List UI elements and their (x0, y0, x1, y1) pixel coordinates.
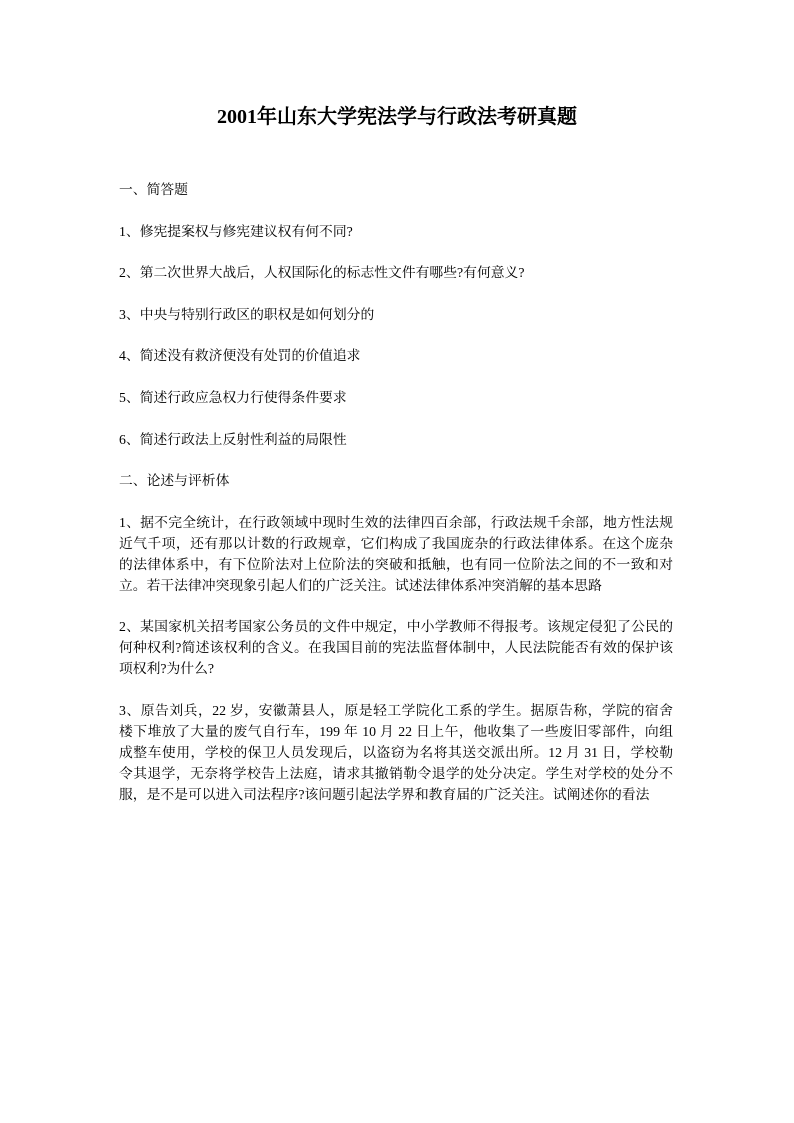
section-heading-short-answer: 一、简答题 (119, 182, 188, 197)
essay-question-1-line: 立。若干法律冲突现象引起人们的广泛关注。试述法律体系冲突消解的基本思路 (119, 577, 602, 593)
essay-question-3-line: 令其退学，无奈将学校告上法庭，请求其撤销勒令退学的处分决定。学生对学校的处分不 (119, 765, 673, 781)
essay-question-1-line: 近气千项，还有那以计数的行政规章，它们构成了我国庞杂的行政法律体系。在这个庞杂 (119, 535, 673, 551)
short-question-3: 3、中央与特别行政区的职权是如何划分的 (119, 306, 375, 322)
essay-question-2 (119, 616, 673, 679)
essay-question-1-line: 的法律体系中，有下位阶法对上位阶法的突破和抵触，也有同一位阶法之间的不一致和对 (119, 556, 673, 572)
essay-question-3-line: 成整车使用，学校的保卫人员发现后，以盗窃为名将其送交派出所。12 月 31 日，学校勒 (119, 744, 673, 760)
essay-question-1-line: 1、据不完全统计，在行政领域中现时生效的法律四百余部，行政法规千余部，地方性法规 (119, 514, 673, 530)
short-question-1: 1、修宪提案权与修宪建议权有何不同? (119, 223, 353, 239)
essay-question-2-line: 何种权利?简述该权利的含义。在我国目前的宪法监督体制中，人民法院能否有效的保护该 (119, 640, 673, 656)
short-question-4: 4、简述没有救济便没有处罚的价值追求 (119, 348, 361, 364)
short-question-2: 2、第二次世界大战后，人权国际化的标志性文件有哪些?有何意义? (119, 265, 525, 281)
essay-question-3-line: 楼下堆放了大量的废气自行车，199 年 10 月 22 日上午，他收集了一些废旧零部件，向组 (119, 723, 673, 739)
section-heading-essay: 二、论述与评析体 (119, 473, 230, 489)
essay-question-3-line: 3、原告刘兵，22 岁，安徽萧县人，原是轻工学院化工系的学生。据原告称，学院的宿舍 (119, 702, 673, 718)
short-question-6: 6、简述行政法上反射性利益的局限性 (119, 431, 347, 447)
essay-question-2-line: 项权利?为什么? (119, 661, 215, 677)
document-body (119, 179, 673, 826)
essay-question-3 (119, 700, 673, 805)
short-question-5: 5、简述行政应急权力行使得条件要求 (119, 389, 347, 405)
document-title: 2001年山东大学宪法学与行政法考研真题 (217, 106, 577, 128)
essay-question-1 (119, 512, 673, 596)
essay-question-3-line: 服，是不是可以进入司法程序?该问题引起法学界和教育届的广泛关注。试阐述你的看法 (119, 786, 650, 802)
essay-question-2-line: 2、某国家机关招考国家公务员的文件中规定，中小学教师不得报考。该规定侵犯了公民的 (119, 619, 673, 635)
